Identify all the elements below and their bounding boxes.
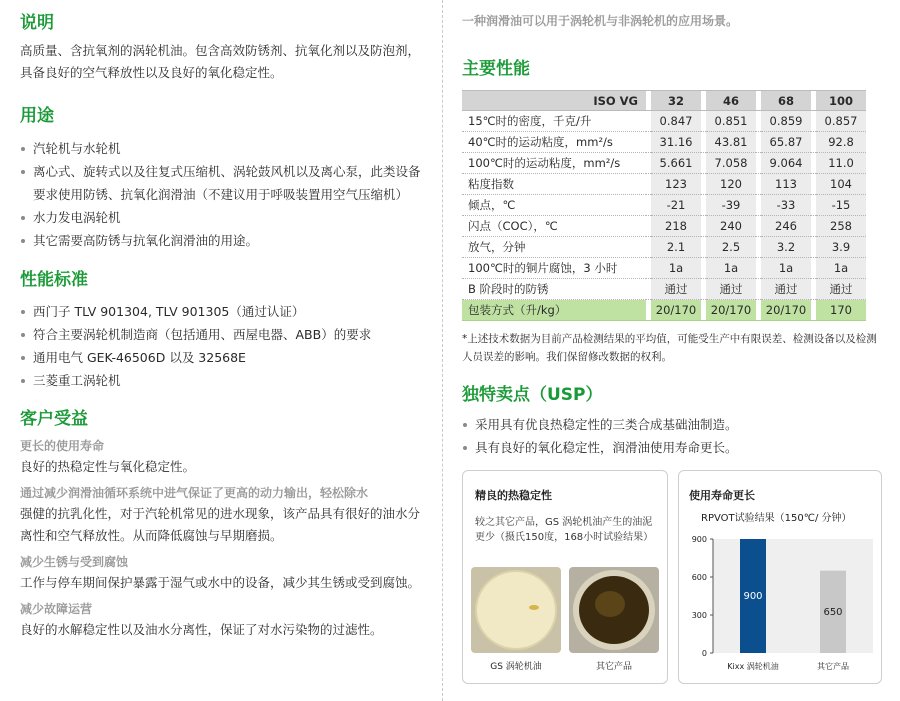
table-row [462,195,866,216]
list-item: 水力发电涡轮机 [20,206,430,229]
benefits-body [20,436,430,641]
property-value: 1a [706,258,756,279]
applications-list [20,137,430,252]
property-value: 1a [761,258,811,279]
sample-photo-other [569,567,659,653]
properties-heading: 主要性能 [462,59,530,79]
other-product-caption: 其它产品 [595,662,632,672]
property-value: 246 [761,216,811,237]
property-value: 2.5 [706,237,756,258]
thermal-panel-title: 精良的热稳定性 [475,489,552,502]
property-value: 通过 [651,279,701,300]
benefit-text: 良好的热稳定性与氧化稳定性。 [20,459,196,474]
list-item: 采用具有优良热稳定性的三类合成基础油制造。 [462,413,882,436]
property-value: 1a [816,258,866,279]
benefits-heading: 客户受益 [20,409,88,429]
property-label: 放气，分钟 [462,237,646,258]
table-row [462,258,866,279]
property-value: 0.851 [706,111,756,132]
life-panel-title: 使用寿命更长 [689,489,755,502]
thermal-stability-panel [462,470,668,684]
property-value: 113 [761,174,811,195]
property-value: 通过 [761,279,811,300]
list-item: 通用电气 GEK-46506D 以及 32568E [20,346,430,369]
property-value: 43.81 [706,132,756,153]
property-label: 闪点（COC），℃ [462,216,646,237]
property-value: 3.9 [816,237,866,258]
benefit-text: 工作与停车期间保护暴露于湿气或水中的设备，减少其生锈或受到腐蚀。 [20,575,421,590]
sample-photo-gs [471,567,561,653]
property-value: 20/170 [651,300,701,321]
grade-header: 32 [651,91,701,111]
y-tick-label: 900 [691,535,707,544]
x-category-label: Kixx 涡轮机油 [727,662,779,671]
benefit-title: 通过减少润滑油循环系统中进气保证了更高的动力输出，轻松除水 [20,486,369,500]
property-value: 2.1 [651,237,701,258]
list-item: 其它需要高防锈与抗氧化润滑油的用途。 [20,229,430,252]
property-value: 0.859 [761,111,811,132]
intro-text: 一种润滑油可以用于涡轮机与非涡轮机的应用场景。 [462,14,739,28]
list-item: 离心式、旋转式以及往复式压缩机、涡轮鼓风机以及离心泵，此类设备要求使用防锈、抗氧化润滑油（不建议用于呼吸装置用空气压缩机） [20,160,430,206]
right-column [462,12,882,459]
table-note: *上述技术数据为目前产品检测结果的平均值，可能受生产中有限误差、检测设备以及检测人员误差的影响。我们保留修改数据的权利。 [462,333,877,363]
list-item: 西门子 TLV 901304, TLV 901305（通过认证） [20,300,430,323]
standards-list [20,300,430,392]
y-tick-label: 300 [691,611,707,620]
grade-header: 100 [816,91,866,111]
benefit-title: 减少生锈与受到腐蚀 [20,555,129,569]
property-label: 100℃时的铜片腐蚀，3 小时 [462,258,646,279]
property-value: 7.058 [706,153,756,174]
property-value: 1a [651,258,701,279]
property-value: 218 [651,216,701,237]
property-value: 123 [651,174,701,195]
benefit-text: 良好的水解稳定性以及油水分离性，保证了对水污染物的过滤性。 [20,622,383,637]
column-divider [442,0,443,701]
gs-oil-caption: GS 涡轮机油 [490,662,542,672]
service-life-panel [678,470,882,684]
usp-heading: 独特卖点（USP） [462,385,603,405]
left-column [20,12,430,641]
property-value: 0.857 [816,111,866,132]
packaging-label: 包装方式（升/kg） [462,300,646,321]
list-item: 符合主要涡轮机制造商（包括通用、西屋电器、ABB）的要求 [20,323,430,346]
property-value: 通过 [706,279,756,300]
standards-heading: 性能标准 [20,270,88,290]
list-item: 汽轮机与水轮机 [20,137,430,160]
table-row [462,216,866,237]
property-label: B 阶段时的防锈 [462,279,646,300]
property-value: 31.16 [651,132,701,153]
list-item: 具有良好的氧化稳定性，润滑油使用寿命更长。 [462,436,882,459]
table-row [462,111,866,132]
table-row [462,132,866,153]
y-tick-label: 600 [691,573,707,582]
property-value: 120 [706,174,756,195]
property-value: 258 [816,216,866,237]
property-label: 100℃时的运动粘度，mm²/s [462,153,646,174]
property-value: 20/170 [706,300,756,321]
plot-area [713,539,873,653]
benefit-title: 更长的使用寿命 [20,439,105,453]
comparison-panels [462,470,882,686]
property-value: -15 [816,195,866,216]
table-row [462,237,866,258]
x-category-label: 其它产品 [817,662,849,671]
property-label: 15℃时的密度，千克/升 [462,111,646,132]
rpvot-bar-chart [679,521,883,691]
property-value: 3.2 [761,237,811,258]
property-value: 5.661 [651,153,701,174]
property-value: 240 [706,216,756,237]
property-value: 104 [816,174,866,195]
thermal-panel-subtitle: 较之其它产品，GS 涡轮机油产生的油泥更少（摄氏150度，168小时试验结果） [475,517,654,543]
property-value: 0.847 [651,111,701,132]
packaging-row [462,300,866,321]
properties-table-body [462,111,866,321]
property-value: 20/170 [761,300,811,321]
table-row [462,279,866,300]
usp-list [462,413,882,459]
grade-header: 68 [761,91,811,111]
property-value: 9.064 [761,153,811,174]
property-label: 40℃时的运动粘度，mm²/s [462,132,646,153]
table-row [462,174,866,195]
property-value: 65.87 [761,132,811,153]
grade-header: 46 [706,91,756,111]
properties-table [462,90,866,321]
benefit-title: 减少故障运营 [20,602,93,616]
description-heading: 说明 [20,13,54,33]
property-value: -33 [761,195,811,216]
bar-value-label: 900 [743,591,763,602]
benefit-text: 强健的抗乳化性，对于汽轮机常见的进水现象，该产品具有很好的油水分离性和空气释放性。从而降低腐蚀与早期磨损。 [20,506,421,543]
property-value: -39 [706,195,756,216]
property-label: 倾点，℃ [462,195,646,216]
property-value: 通过 [816,279,866,300]
header-iso-vg: ISO VG [462,91,646,111]
property-value: -21 [651,195,701,216]
y-tick-label: 0 [701,649,707,658]
table-row [462,153,866,174]
bar-value-label: 650 [823,606,843,618]
description-text: 高质量、含抗氧剂的涡轮机油。包含高效防锈剂、抗氧化剂以及防泡剂，具备良好的空气释放性以及良好的氧化稳定性。 [20,43,421,80]
list-item: 三菱重工涡轮机 [20,369,430,392]
chart-title: RPVOT试验结果（150℃/ 分钟） [701,513,852,524]
property-value: 92.8 [816,132,866,153]
applications-heading: 用途 [20,106,54,126]
property-value: 11.0 [816,153,866,174]
property-value: 170 [816,300,866,321]
table-header-row [462,91,866,111]
property-label: 粘度指数 [462,174,646,195]
